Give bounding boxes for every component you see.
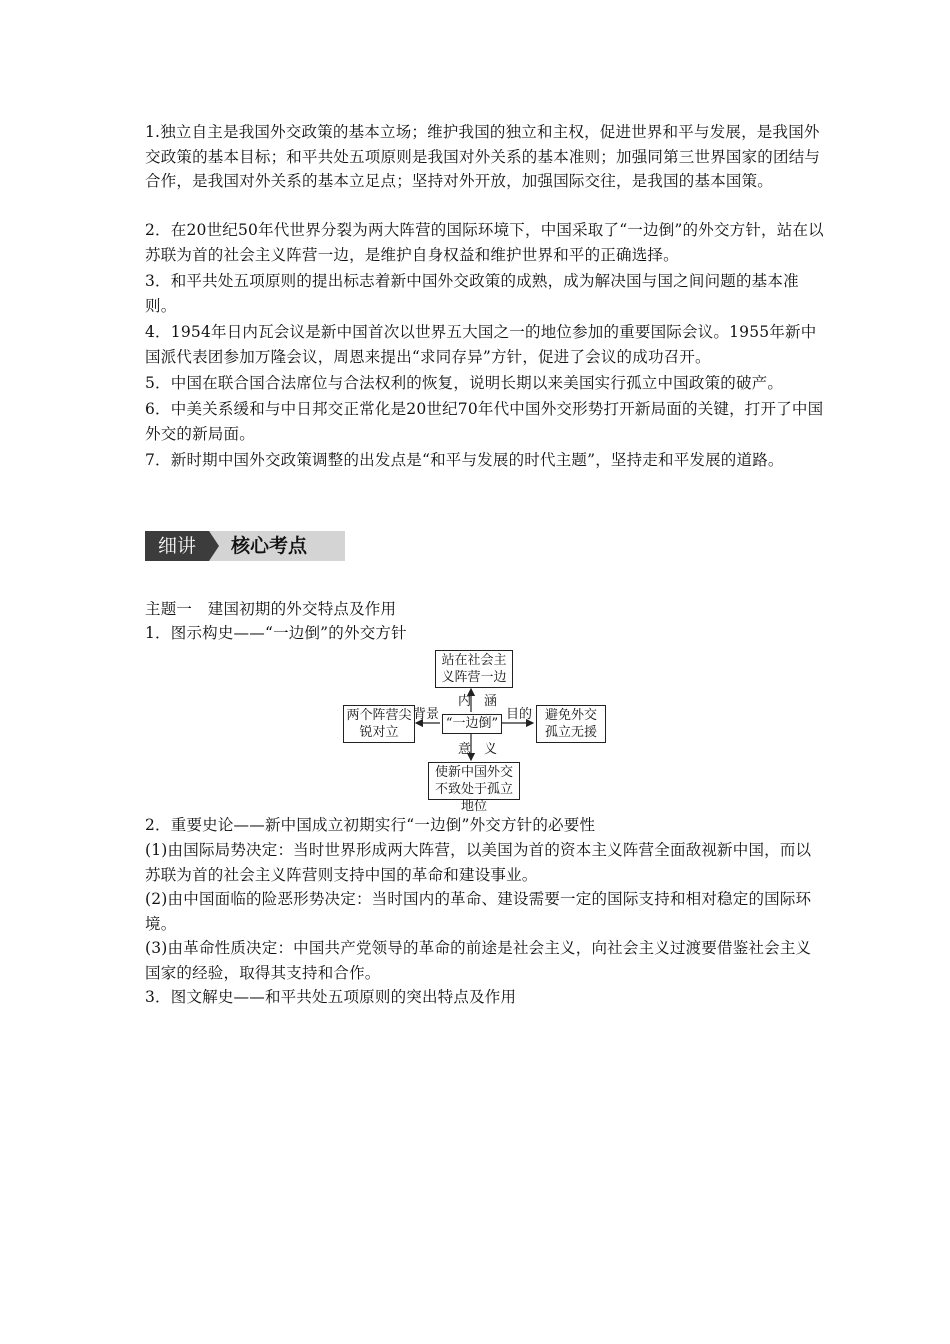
diagram-box-content: 站在社会主义阵营一边	[435, 650, 513, 688]
diagram-box-center: “一边倒”	[442, 714, 502, 734]
summary-point-5: 5．中国在联合国合法席位与合法权利的恢复，说明长期以来美国实行孤立中国政策的破产。	[145, 374, 784, 392]
item2-point-3: (3)由革命性质决定：中国共产党领导的革命的前途是社会主义，向社会主义过渡要借鉴社会主义国家的经验，取得其支持和合作。	[145, 939, 812, 982]
item1-title: 1．图示构史——“一边倒”的外交方针	[145, 624, 407, 642]
summary-point-3: 3．和平共处五项原则的提出标志着新中国外交政策的成熟，成为解决国与国之间问题的基本准则。	[145, 272, 799, 315]
banner-arrow-icon	[209, 531, 219, 561]
label-purpose: 目的	[506, 707, 533, 722]
summary-point-1: 1.独立自主是我国外交政策的基本立场；维护我国的独立和主权，促进世界和平与发展，是我国外交政策的基本目标；和平共处五项原则是我国对外关系的基本准则；加强同第三世界国家的团结与合作，是我国对外关系的基本立足点；坚持对外开放，加强国际交往，是我国的基本国策。	[145, 123, 821, 190]
summary-point-2: 2．在20世纪50年代世界分裂为两大阵营的国际环境下，中国采取了“一边倒”的外交方针，站在以苏联为首的社会主义阵营一边，是维护自身权益和维护世界和平的正确选择。	[145, 221, 824, 264]
item2-point-1: (1)由国际局势决定：当时世界形成两大阵营，以美国为首的资本主义阵营全面敌视新中国，而以苏联为首的社会主义阵营则支持中国的革命和建设事业。	[145, 841, 812, 884]
section-banner	[145, 531, 345, 561]
label-background: 背景	[413, 707, 440, 722]
topic-title: 主题一 建国初期的外交特点及作用	[145, 600, 397, 618]
banner-label-right: 核心考点	[231, 535, 308, 557]
summary-point-7: 7．新时期中国外交政策调整的出发点是“和平与发展的时代主题”，坚持走和平发展的道路。	[145, 451, 784, 469]
label-content: 内 涵	[458, 694, 498, 709]
diagram-box-significance: 使新中国外交不致处于孤立地位	[428, 762, 520, 800]
banner-label-left: 细讲	[145, 531, 209, 561]
diagram-box-purpose: 避免外交孤立无援	[536, 705, 606, 743]
summary-point-4: 4．1954年日内瓦会议是新中国首次以世界五大国之一的地位参加的重要国际会议。1955年新中国派代表团参加万隆会议，周恩来提出“求同存异”方针，促进了会议的成功召开。	[145, 323, 817, 366]
item2-point-2: (2)由中国面临的险恶形势决定：当时国内的革命、建设需要一定的国际支持和相对稳定的国际环境。	[145, 890, 812, 933]
diagram-box-background: 两个阵营尖锐对立	[343, 705, 415, 743]
item3-title: 3．图文解史——和平共处五项原则的突出特点及作用	[145, 988, 517, 1006]
one-side-policy-diagram	[330, 648, 620, 814]
item2-title: 2．重要史论——新中国成立初期实行“一边倒”外交方针的必要性	[145, 816, 596, 834]
summary-point-6: 6．中美关系缓和与中日邦交正常化是20世纪70年代中国外交形势打开新局面的关键，打开了中国外交的新局面。	[145, 400, 824, 443]
label-significance: 意 义	[458, 742, 498, 757]
